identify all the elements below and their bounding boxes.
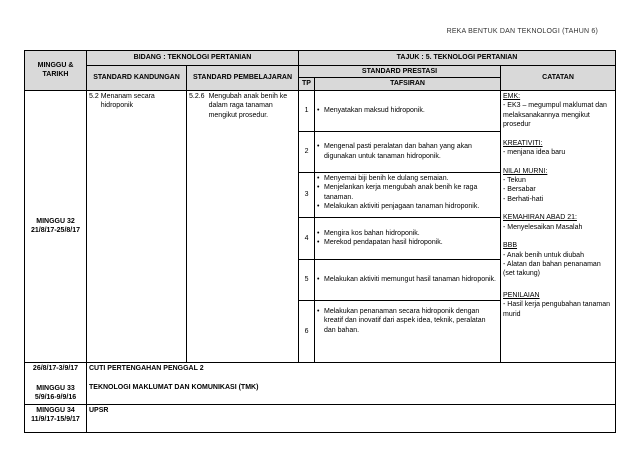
kreativiti-title: KREATIVITI: — [503, 139, 543, 147]
header-tajuk: TAJUK : 5. TEKNOLOGI PERTANIAN — [299, 51, 616, 66]
tafsiran-4-item: Mengira kos bahan hidroponik. — [324, 229, 420, 237]
minggu-32-label: MINGGU 32 — [36, 217, 75, 225]
minggu-34-text: UPSR — [87, 404, 616, 432]
minggu-34-date: 11/9/17-15/9/17 — [31, 416, 80, 424]
header-minggu-tarikh: MINGGU & TARIKH — [25, 51, 87, 91]
tp-level-3: 3 — [299, 172, 315, 217]
tafsiran-3-item: Menjelankan kerja mengubah anak benih ke raga tanaman. — [324, 184, 478, 201]
cuti-text: CUTI PERTENGAHAN PENGGAL 2 — [87, 362, 616, 382]
tafsiran-1 — [315, 90, 501, 131]
kemahiran-abad-21-title: KEMAHIRAN ABAD 21: — [503, 214, 577, 222]
lesson-plan-table — [24, 50, 616, 433]
tafsiran-6 — [315, 300, 501, 362]
header-standard-prestasi: STANDARD PRESTASI — [299, 66, 501, 78]
header-tp: TP — [299, 78, 315, 90]
minggu-34-label: MINGGU 34 — [36, 406, 75, 414]
tafsiran-1-item: Menyatakan maksud hidroponik. — [324, 107, 425, 115]
nilai-murni-title: NILAI MURNI: — [503, 167, 548, 175]
standard-kandungan-cell — [87, 90, 187, 362]
tp-level-4: 4 — [299, 217, 315, 259]
tp-level-6: 6 — [299, 300, 315, 362]
tafsiran-2-item: Mengenal pasti peralatan dan bahan yang akan digunakan untuk tanaman hidroponik. — [324, 143, 472, 160]
tp-level-1: 1 — [299, 90, 315, 131]
cuti-date: 26/8/17-3/9/17 — [25, 362, 87, 382]
bullet-icon: • — [317, 203, 320, 211]
emk-text: - EK3 – megumpul maklumat dan melaksanakannya mengikut prosedur — [503, 102, 607, 129]
penilaian-title: PENILAIAN — [503, 291, 540, 299]
tafsiran-4-item: Merekod pendapatan hasil hidroponik. — [324, 239, 443, 247]
bullet-icon: • — [317, 307, 320, 315]
minggu-33-text: TEKNOLOGI MAKLUMAT DAN KOMUNIKASI (TMK) — [87, 382, 616, 404]
bullet-icon: • — [317, 143, 320, 151]
bbb-item: - Alatan dan bahan penanaman (set takung) — [503, 261, 601, 278]
tp-level-2: 2 — [299, 131, 315, 172]
minggu-33-label: MINGGU 33 — [36, 384, 75, 392]
bullet-icon: • — [317, 229, 320, 237]
header-catatan: CATATAN — [501, 66, 616, 91]
nilai-item: - Berhati-hati — [503, 195, 544, 203]
header-bidang: BIDANG : TEKNOLOGI PERTANIAN — [87, 51, 299, 66]
catatan-cell — [501, 90, 616, 362]
tafsiran-5-item: Melakukan aktiviti memungut hasil tanaman hidroponik. — [324, 276, 496, 284]
tp-level-5: 5 — [299, 259, 315, 300]
bullet-icon: • — [317, 239, 320, 247]
nilai-item: - Bersabar — [503, 186, 536, 194]
bbb-title: BBB — [503, 242, 518, 250]
emk-title: EMK: — [503, 92, 521, 100]
tafsiran-4 — [315, 217, 501, 259]
sp-number: 5.2.6 — [189, 92, 205, 100]
kreativiti-text: - menjana idea baru — [503, 149, 566, 157]
header-tafsiran: TAFSIRAN — [315, 78, 501, 90]
minggu-34-cell — [25, 404, 87, 432]
minggu-32-date: 21/8/17-25/8/17 — [30, 227, 81, 235]
sk-number: 5.2 — [89, 92, 99, 100]
tafsiran-5 — [315, 259, 501, 300]
kemahiran-text: - Menyelesaikan Masalah — [503, 223, 583, 231]
bullet-icon: • — [317, 107, 320, 115]
minggu-32-cell — [25, 90, 87, 362]
tafsiran-3-item: Menyemai biji benih ke dulang semaian. — [324, 174, 449, 182]
tafsiran-3-item: Melakukan aktiviti penjagaan tanaman hidroponik. — [324, 203, 480, 211]
tafsiran-2 — [315, 131, 501, 172]
bbb-item: - Anak benih untuk diubah — [503, 251, 584, 259]
header-standard-kandungan: STANDARD KANDUNGAN — [87, 66, 187, 91]
bullet-icon: • — [317, 184, 320, 192]
bullet-icon: • — [317, 174, 320, 182]
minggu-33-date: 5/9/16-9/9/16 — [34, 394, 77, 402]
bullet-icon: • — [317, 276, 320, 284]
header-standard-pembelajaran: STANDARD PEMBELAJARAN — [187, 66, 299, 91]
page-header: REKA BENTUK DAN TEKNOLOGI (TAHUN 6) — [446, 28, 598, 35]
tafsiran-6-item: Melakukan penanaman secara hidroponik dengan kreatif dan inovatif dari aspek idea, teknik, peralatan dan bahan. — [324, 307, 486, 334]
standard-pembelajaran-cell — [187, 90, 299, 362]
tafsiran-3 — [315, 172, 501, 217]
sk-text: Menanam secara hidroponik — [100, 92, 155, 110]
sp-text: Mengubah anak benih ke dalam raga tanaman mengikut prosedur. — [208, 92, 288, 119]
penilaian-text: - Hasil kerja pengubahan tanaman murid — [503, 301, 611, 318]
minggu-33-cell — [25, 382, 87, 404]
nilai-item: - Tekun — [503, 176, 526, 184]
